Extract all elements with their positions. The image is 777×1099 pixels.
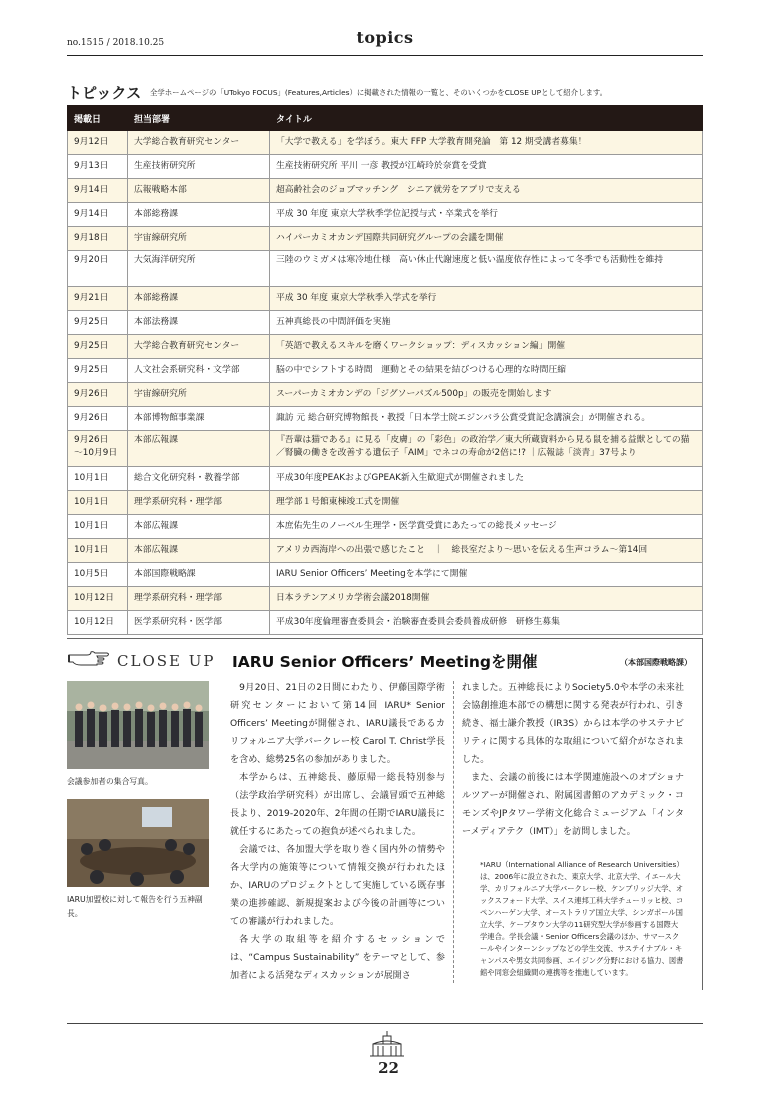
page-header (67, 28, 703, 56)
cell-department: 医学系研究科・医学部 (128, 611, 270, 635)
table-row (68, 515, 703, 539)
cell-department: 本部広報課 (128, 539, 270, 563)
cell-title[interactable]: 日本ラテンアメリカ学術会議2018開催 (270, 587, 703, 611)
table-row (68, 359, 703, 383)
table-row (68, 287, 703, 311)
article-paragraph: 9月20日、21日の2日間にわたり、伊藤国際学術研究センターにおいて第14回 IARU* Senior Officers’ Meetingが開催され、IARU議長であるカリフォルニア大学バークレー校 Carol T. Christ学長を含め、総勢25名の参加がありました。 (230, 683, 445, 765)
cell-date: 9月12日 (68, 131, 128, 155)
closeup-section (67, 638, 703, 990)
cell-title[interactable]: 生産技術研究所 平川 一彦 教授が江崎玲於奈賞を受賞 (270, 155, 703, 179)
cell-title[interactable]: 平成30年度倫理審査委員会・治験審査委員会委員養成研修 研修生募集 (270, 611, 703, 635)
cell-date: 9月20日 (68, 251, 128, 287)
cell-date: 10月12日 (68, 611, 128, 635)
cell-department: 本部総務課 (128, 287, 270, 311)
table-row (68, 131, 703, 155)
cell-department: 理学系研究科・理学部 (128, 491, 270, 515)
cell-department: 宇宙線研究所 (128, 227, 270, 251)
table-row (68, 431, 703, 467)
table-row (68, 611, 703, 635)
table-row (68, 539, 703, 563)
cell-department: 本部博物館事業課 (128, 407, 270, 431)
cell-title[interactable]: 平成30年度PEAKおよびGPEAK新入生歓迎式が開催されました (270, 467, 703, 491)
table-header-row (68, 106, 703, 131)
cell-department: 本部総務課 (128, 203, 270, 227)
cell-department: 大気海洋研究所 (128, 251, 270, 287)
closeup-label: CLOSE UP (117, 652, 216, 670)
article-paragraph: れました。五神総長によりSociety5.0や本学の未来社会協創推進本部での構想に関する発表が行われ、引き続き、福士謙介教授（IR3S）からは本学のサステナビリティに関する具体的な取組について紹介がなされました。 (462, 683, 684, 765)
table-row (68, 179, 703, 203)
cell-title[interactable]: 理学部１号館東棟竣工式を開催 (270, 491, 703, 515)
cell-department: 本部広報課 (128, 431, 270, 467)
cell-title[interactable]: 平成 30 年度 東京大学秋季入学式を挙行 (270, 287, 703, 311)
table-row (68, 563, 703, 587)
table-row (68, 335, 703, 359)
cell-department: 総合文化研究科・教養学部 (128, 467, 270, 491)
cell-date: 10月12日 (68, 587, 128, 611)
article-paragraph: 会議では、各加盟大学を取り巻く国内外の情勢や各大学内の施策等について情報交換が行われたほか、IARUのプロジェクトとして実施している既存事業の進捗確認、新規提案および今後の計画等についての審議が行われました。 (230, 845, 445, 927)
group-photo (67, 681, 209, 769)
cell-date: 10月1日 (68, 491, 128, 515)
cell-date: 9月26日 (68, 407, 128, 431)
column-header-dept: 担当部署 (128, 106, 270, 131)
table-row (68, 227, 703, 251)
article-paragraph: 本学からは、五神総長、藤原帰一総長特別参与（法学政治学研究科）が出席し、会議冒頭で五神総長より、2019-2020年、2年間の任期でIARU議長に就任するにあたっての抱負が述べられました。 (230, 773, 445, 837)
cell-date: 9月25日 (68, 359, 128, 383)
cell-title[interactable]: 諏訪 元 総合研究博物館長・教授「日本学士院エジンバラ公賞受賞記念講演会」が開催される。 (270, 407, 703, 431)
cell-date: 9月26日 (68, 383, 128, 407)
article-paragraph: また、会議の前後には本学関連施設へのオプショナルツアーが開催され、附属図書館のアカデミック・コモンズやJPタワー学術文化総合ミュージアム「インターメディアテク（IMT）」を訪問しました。 (462, 773, 684, 837)
cell-department: 本部広報課 (128, 515, 270, 539)
cell-department: 理学系研究科・理学部 (128, 587, 270, 611)
cell-department: 広報戦略本部 (128, 179, 270, 203)
table-row (68, 407, 703, 431)
table-row (68, 251, 703, 287)
topics-description: 全学ホームページの「UTokyo FOCUS」(Features,Articles）に掲載された情報の一覧と、そのいくつかをCLOSE UPとして紹介します。 (150, 88, 608, 97)
article-title: IARU Senior Officers’ Meetingを開催 (232, 653, 538, 671)
cell-date: 9月18日 (68, 227, 128, 251)
cell-department: 本部法務課 (128, 311, 270, 335)
cell-department: 大学総合教育研究センター (128, 131, 270, 155)
section-title: topics (356, 28, 414, 47)
cell-title[interactable]: 五神真総長の中間評価を実施 (270, 311, 703, 335)
column-divider (453, 681, 454, 983)
cell-title[interactable]: 平成 30 年度 東京大学秋季学位記授与式・卒業式を挙行 (270, 203, 703, 227)
photo-caption: 会議参加者の集合写真。 (67, 777, 153, 786)
cell-title[interactable]: 脳の中でシフトする時間 運動とその結果を結びつける心理的な時間圧縮 (270, 359, 703, 383)
cell-date: 9月14日 (68, 203, 128, 227)
table-row (68, 587, 703, 611)
cell-title[interactable]: スーパーカミオカンデの「ジグソーパズル500p」の販売を開始します (270, 383, 703, 407)
cell-title[interactable]: アメリカ西海岸への出張で感じたこと ｜ 総長室だより〜思いを伝える生声コラム〜第14回 (270, 539, 703, 563)
table-row (68, 155, 703, 179)
meeting-photo (67, 799, 209, 887)
topics-table (67, 105, 703, 635)
cell-department: 人文社会系研究科・文学部 (128, 359, 270, 383)
cell-title[interactable]: 三陸のウミガメは寒冷地仕様 高い休止代謝速度と低い温度依存性によって冬季でも活動性を維持 (270, 251, 703, 287)
cell-title[interactable]: IARU Senior Officers’ Meetingを本学にて開催 (270, 563, 703, 587)
cell-title[interactable]: 「英語で教えるスキルを磨くワークショップ：ディスカッション編」開催 (270, 335, 703, 359)
pointing-hand-icon (67, 649, 111, 667)
cell-title[interactable]: ハイパーカミオカンデ国際共同研究グループの会議を開催 (270, 227, 703, 251)
photo-caption: IARU加盟校に対して報告を行う五神副長。 (67, 895, 203, 918)
table-row (68, 491, 703, 515)
cell-department: 生産技術研究所 (128, 155, 270, 179)
cell-date: 10月1日 (68, 515, 128, 539)
topics-table-body (68, 131, 703, 635)
cell-date: 9月26日 〜10月9日 (68, 431, 128, 467)
article-column (230, 679, 445, 985)
cell-department: 大学総合教育研究センター (128, 335, 270, 359)
topics-heading: トピックス (67, 84, 142, 102)
cell-date: 9月25日 (68, 311, 128, 335)
table-row (68, 383, 703, 407)
cell-department: 宇宙線研究所 (128, 383, 270, 407)
cell-date: 10月1日 (68, 467, 128, 491)
footnote: *IARU（International Alliance of Research Universities）は、2006年に設立された、東京大学、北京大学、イエール大学、カリフォルニア大学バークレー校、ケンブリッジ大学、オックスフォード大学、スイス連邦工科大学チューリッヒ校、コペンハーゲン大学、オーストラリア国立大学、シンガポール国立大学、ケープタウン大学の11研究型大学が参画する国際大学連合。学長会議・Senior Officers会議のほか、サマースクールやインターンシップなどの学生交流、サステイナブル・キャンパスや男女共同参画、エイジング分野における協力、図書館や同窓会組織間の連携等を推進しています。 (480, 860, 684, 977)
cell-title[interactable]: 超高齢社会のジョブマッチング シニア就労をアプリで支える (270, 179, 703, 203)
cell-date: 9月13日 (68, 155, 128, 179)
table-row (68, 203, 703, 227)
issue-info: no.1515 / 2018.10.25 (67, 38, 165, 48)
cell-title[interactable]: 本庶佑先生のノーベル生理学・医学賞受賞にあたっての総長メッセージ (270, 515, 703, 539)
article-department: （本部国際戦略課） (620, 658, 692, 667)
cell-title[interactable]: 「大学で教える」を学ぼう。東大 FFP 大学教育開発論 第 12 期受講者募集！ (270, 131, 703, 155)
table-row (68, 467, 703, 491)
cell-date: 9月14日 (68, 179, 128, 203)
cell-date: 9月21日 (68, 287, 128, 311)
column-header-title: タイトル (270, 106, 703, 131)
cell-date: 9月25日 (68, 335, 128, 359)
yasuda-auditorium-icon (369, 1030, 405, 1058)
page-number: 22 (378, 1059, 399, 1077)
article-column (462, 679, 684, 841)
table-row (68, 311, 703, 335)
cell-date: 10月1日 (68, 539, 128, 563)
cell-date: 10月5日 (68, 563, 128, 587)
cell-title[interactable]: 『吾輩は猫である』に見る「皮膚」の「彩色」の政治学／東大所蔵資料から見る鼠を捕る益獣としての猫／腎臓の働きを改善する遺伝子「AIM」でネコの寿命が2倍に!? ｜広報誌「淡青」37号より (270, 431, 703, 467)
article-paragraph: 各大学の取組等を紹介するセッションでは、“Campus Sustainability” をテーマとして、参加者による活発なディスカッションが展開さ (230, 935, 445, 981)
column-header-date: 掲載日 (68, 106, 128, 131)
cell-department: 本部国際戦略課 (128, 563, 270, 587)
footer-rule (67, 1023, 703, 1024)
